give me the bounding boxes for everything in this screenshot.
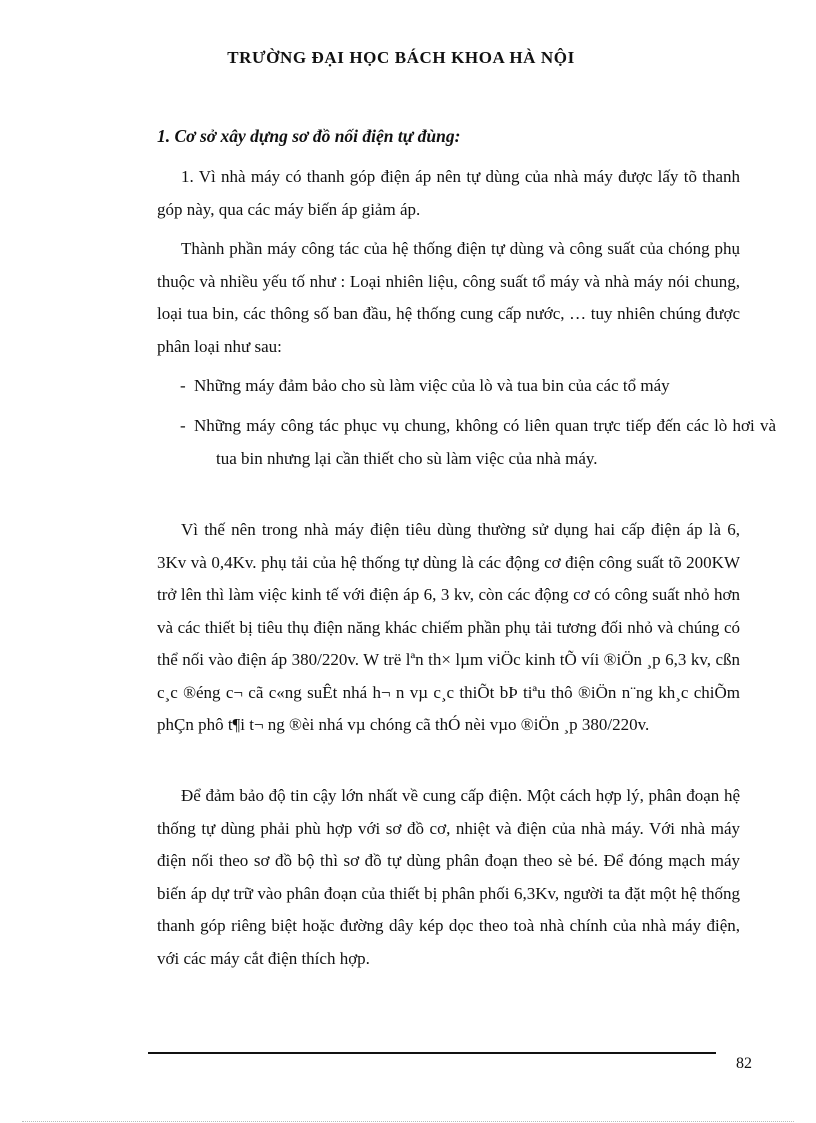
paragraph-2: Thành phần máy công tác của hệ thống điện tự dùng và công suất của chóng phụ thuộc và nhiều yếu tố như : Loại nhiên liệu, công suất tổ máy và nhà máy nói chung, loại tua bin, các thông số ban đầu, hệ thống cung cấp nước, … tuy nhiên chúng được phân loại như sau:: [157, 239, 740, 356]
bullet-marker: -: [180, 376, 186, 395]
paragraph-1: 1. Vì nhà máy có thanh góp điện áp nên tự dùng của nhà máy được lấy tõ thanh góp này, qua các máy biến áp giảm áp.: [157, 167, 740, 219]
page-header: TRƯỜNG ĐẠI HỌC BÁCH KHOA HÀ NỘI: [227, 48, 575, 67]
bullet-text: Những máy đảm bảo cho sù làm việc của lò và tua bin của các tổ máy: [194, 376, 670, 395]
page-bottom-border: [22, 1121, 794, 1122]
bullet-item-2: [180, 410, 776, 475]
bullet-text: Những máy công tác phục vụ chung, không có liên quan trực tiếp đến các lò hơi và tua bin nhưng lại cần thiết cho sù làm việc của nhà máy.: [194, 416, 776, 468]
bullet-item-1: [180, 370, 776, 403]
page-number: 82: [736, 1055, 752, 1072]
paragraph-3: Vì thế nên trong nhà máy điện tiêu dùng thường sử dụng hai cấp điện áp là 6, 3Kv và 0,4Kv. phụ tải của hệ thống tự dùng là các động cơ điện công suất tõ 200KW trở lên thì làm việc kinh tế với điện áp 6, 3 kv, còn các động cơ có công suất nhỏ hơn và các thiết bị tiêu thụ điện năng khác chiếm phần phụ tải tương đối nhỏ và chúng có thể nối vào điện áp 380/220v. W trë lªn th× lµm viÖc kinh tÕ víi ®iÖn ¸p 6,3 kv, cßn c¸c ®éng c¬ cã c«ng suÊt nhá h¬ n vµ c¸c thiÕt bÞ tiªu thô ®iÖn n¨ng kh¸c chiÕm phÇn phô t¶i t¬ ng ®èi nhá vµ chóng cã thÓ nèi vµo ®iÖn ¸p 380/220v.: [157, 520, 740, 734]
bullet-marker: -: [180, 416, 186, 435]
footer-rule: [148, 1052, 716, 1054]
section-title: 1. Cơ sở xây dựng sơ đồ nối điện tự đùng:: [157, 126, 461, 146]
paragraph-4: Để đảm bảo độ tin cậy lớn nhất về cung cấp điện. Một cách hợp lý, phân đoạn hệ thống tự dùng phải phù hợp với sơ đồ cơ, nhiệt và điện của nhà máy. Với nhà máy điện nối theo sơ đồ bộ thì sơ đồ tự dùng phân đoạn theo sè bé. Để đóng mạch máy biến áp dự trữ vào phân đoạn của thiết bị phân phối 6,3Kv, người ta đặt một hệ thống thanh góp riêng biệt hoặc đường dây kép dọc theo toà nhà chính của nhà máy điện, với các máy cắt điện thích hợp.: [157, 786, 740, 968]
